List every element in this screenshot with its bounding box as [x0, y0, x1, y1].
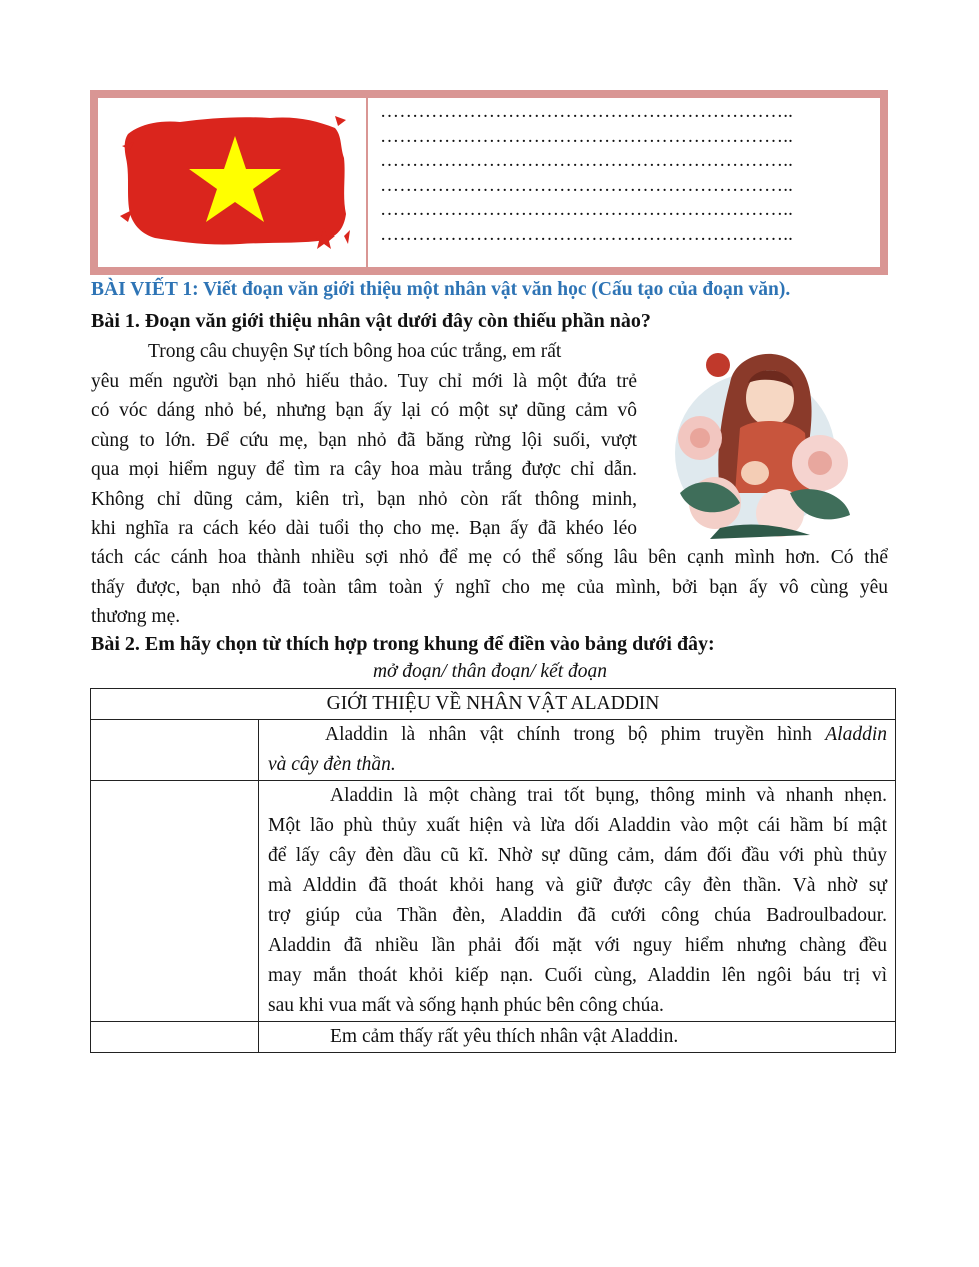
row1-line1-text: Aladdin là nhân vật chính trong bộ phim truyền hình [325, 724, 826, 745]
exercise1-heading: Bài 1. Đoạn văn giới thiệu nhân vật dưới đây còn thiếu phần nào? [91, 310, 651, 332]
answer-cell-row3[interactable] [91, 1022, 259, 1053]
answer-cell-row2[interactable] [91, 781, 259, 1022]
paragraph-line: thấy được, bạn nhỏ đã toàn tâm toàn ý nghĩ cho mẹ của mình, bởi bạn ấy vô cùng yêu [91, 576, 888, 598]
answer-cell-row1[interactable] [91, 720, 259, 781]
row2-line: trợ giúp của Thần đèn, Aladdin đã cưới công chúa Badroulbadour. [268, 905, 887, 926]
row2-line: Một lão phù thủy xuất hiện và lừa dối Aladdin vào một cái hầm bí mật [268, 815, 887, 836]
dotted-line: ……………………………………………………….. [380, 101, 794, 122]
flag-answer-box [90, 90, 888, 275]
girl-with-flowers-illustration [660, 343, 860, 541]
row2-line: Aladdin đã nhiều lần phải đối mặt với nguy hiểm nhưng chàng đều [268, 935, 887, 956]
dotted-line: ……………………………………………………….. [380, 199, 794, 220]
row3-content [259, 1022, 896, 1053]
flag-cell [98, 98, 368, 267]
paragraph-line: thương mẹ. [91, 606, 181, 627]
aladdin-table [90, 688, 896, 1053]
word-choice-box: mở đoạn/ thân đoạn/ kết đoạn [372, 661, 608, 682]
row1-line1-italic: Aladdin [825, 724, 887, 745]
row2-line: sau khi vua mất và sống hạnh phúc bên công chúa. [268, 995, 664, 1016]
exercise1-paragraph-continued [91, 543, 888, 632]
exercise1-paragraph [91, 337, 637, 544]
paragraph-line: khi nghĩa ra cách kéo dài tuổi thọ cho mẹ. Bạn ấy đã khéo léo [91, 518, 637, 539]
row2-line: để lấy cây đèn dầu cũ kĩ. Nhờ sự dũng cảm, dám đối đầu với phù thủy [268, 845, 887, 866]
paragraph-line: qua mọi hiểm nguy để tìm ra cây hoa màu trắng được chỉ dẫn. [91, 459, 637, 480]
vietnam-flag-icon [120, 106, 350, 256]
row2-line: mà Alddin đã thoát khỏi hang và giữ được cây đèn thần. Và nhờ sự [268, 875, 887, 896]
exercise2-heading: Bài 2. Em hãy chọn từ thích hợp trong khung để điền vào bảng dưới đây: [91, 633, 715, 655]
row1-line2: và cây đèn thần. [268, 754, 396, 775]
row2-line: Aladdin là một chàng trai tốt bụng, thông minh và nhanh nhẹn. [330, 785, 887, 806]
dotted-line: ……………………………………………………….. [380, 150, 794, 171]
row2-line: may mắn thoát khỏi kiếp nạn. Cuối cùng, Aladdin lên ngôi báu trị vì [268, 965, 887, 986]
row2-content [259, 781, 896, 1022]
section-title: BÀI VIẾT 1: Viết đoạn văn giới thiệu một nhân vật văn học (Cấu tạo của đoạn văn). [91, 279, 791, 300]
dotted-answer-lines [368, 98, 880, 267]
paragraph-line: yêu mến người bạn nhỏ hiếu thảo. Tuy chỉ mới là một đứa trẻ [91, 370, 637, 392]
row1-line1 [268, 720, 887, 750]
paragraph-line: Không chỉ dũng cảm, kiên trì, bạn nhỏ còn rất thông minh, [91, 488, 637, 510]
paragraph-line: có vóc dáng nhỏ bé, nhưng bạn ấy lại có một sự dũng cảm vô [91, 400, 637, 421]
row3-line: Em cảm thấy rất yêu thích nhân vật Aladdin. [330, 1026, 679, 1047]
paragraph-line: cùng to lớn. Để cứu mẹ, bạn nhỏ đã băng rừng lội suối, vượt [91, 429, 637, 451]
dotted-line: ……………………………………………………….. [380, 174, 794, 196]
dotted-line: ……………………………………………………….. [380, 125, 794, 147]
row1-content [259, 720, 896, 781]
paragraph-line: Trong câu chuyện Sự tích bông hoa cúc trắng, em rất [148, 341, 562, 362]
paragraph-line: tách các cánh hoa thành nhiều sợi nhỏ để mẹ có thể sống lâu bên cạnh mình hơn. Có thể [91, 547, 888, 568]
dotted-line: ……………………………………………………….. [380, 223, 794, 245]
table-title: GIỚI THIỆU VỀ NHÂN VẬT ALADDIN [91, 689, 896, 720]
